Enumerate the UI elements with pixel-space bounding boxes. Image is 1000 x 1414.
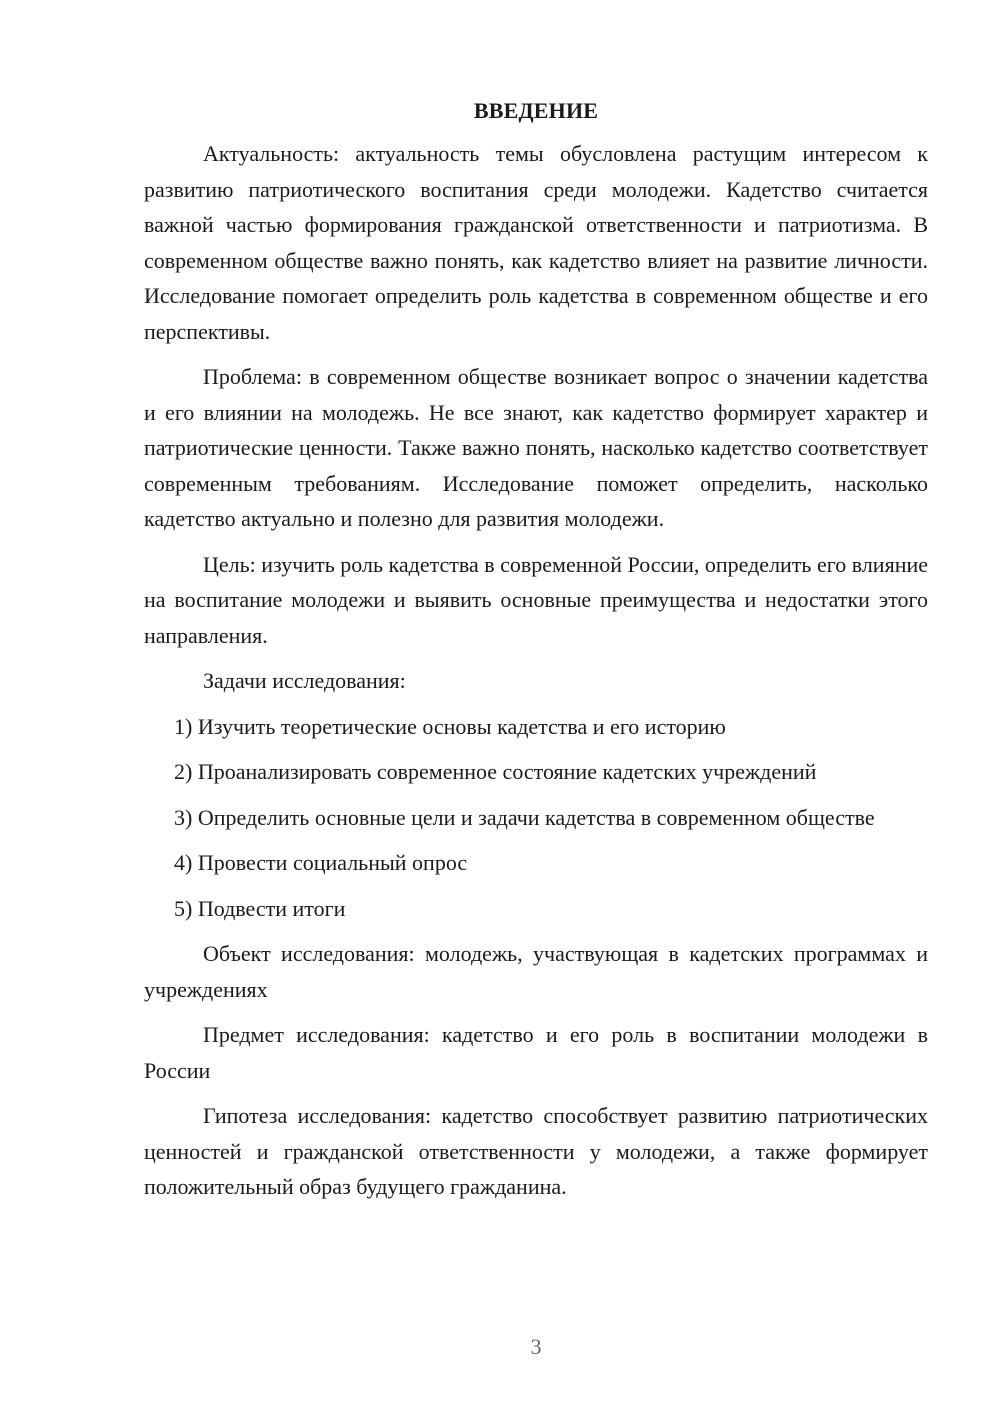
task-item: 3) Определить основные цели и задачи кадетства в современном обществе — [174, 804, 875, 830]
section-heading: ВВЕДЕНИЕ — [473, 98, 599, 123]
goal-paragraph: Цель: изучить роль кадетства в современной России, определить его влияние на воспитание молодежи и выявить основные преимущества и недостатки этого направления. — [144, 551, 928, 648]
task-item: 2) Проанализировать современное состояние кадетских учреждений — [174, 759, 817, 784]
relevance-paragraph: Актуальность: актуальность темы обусловлена растущим интересом к развитию патриотического воспитания среди молодежи. Кадетство считается важной частью формирования гражданской ответственности и патриотизма. В современном обществе важно понять, как кадетство влияет на развитие личности. Исследование помогает определить роль кадетства в современном обществе и его перспективы. — [144, 141, 928, 344]
task-item: 1) Изучить теоретические основы кадетства и его историю — [174, 713, 726, 739]
task-item: 4) Провести социальный опрос — [174, 850, 468, 875]
subject-paragraph: Предмет исследования: кадетство и его роль в воспитании молодежи в России — [144, 1022, 928, 1083]
page-number: 3 — [530, 1334, 542, 1359]
task-item: 5) Подвести итоги — [174, 895, 346, 921]
document-page — [144, 95, 928, 1215]
tasks-title: Задачи исследования: — [203, 668, 406, 693]
object-paragraph: Объект исследования: молодежь, участвующая в кадетских программах и учреждениях — [144, 941, 928, 1002]
hypothesis-paragraph: Гипотеза исследования: кадетство способствует развитию патриотических ценностей и гражданской ответственности у молодежи, а также формирует положительный образ будущего гражданина. — [144, 1103, 928, 1199]
problem-paragraph: Проблема: в современном обществе возникает вопрос о значении кадетства и его влиянии на молодежь. Не все знают, как кадетство формирует характер и патриотические ценности. Также важно понять, насколько кадетство соответствует современным требованиям. Исследование поможет определить, насколько кадетство актуально и полезно для развития молодежи. — [144, 364, 928, 531]
